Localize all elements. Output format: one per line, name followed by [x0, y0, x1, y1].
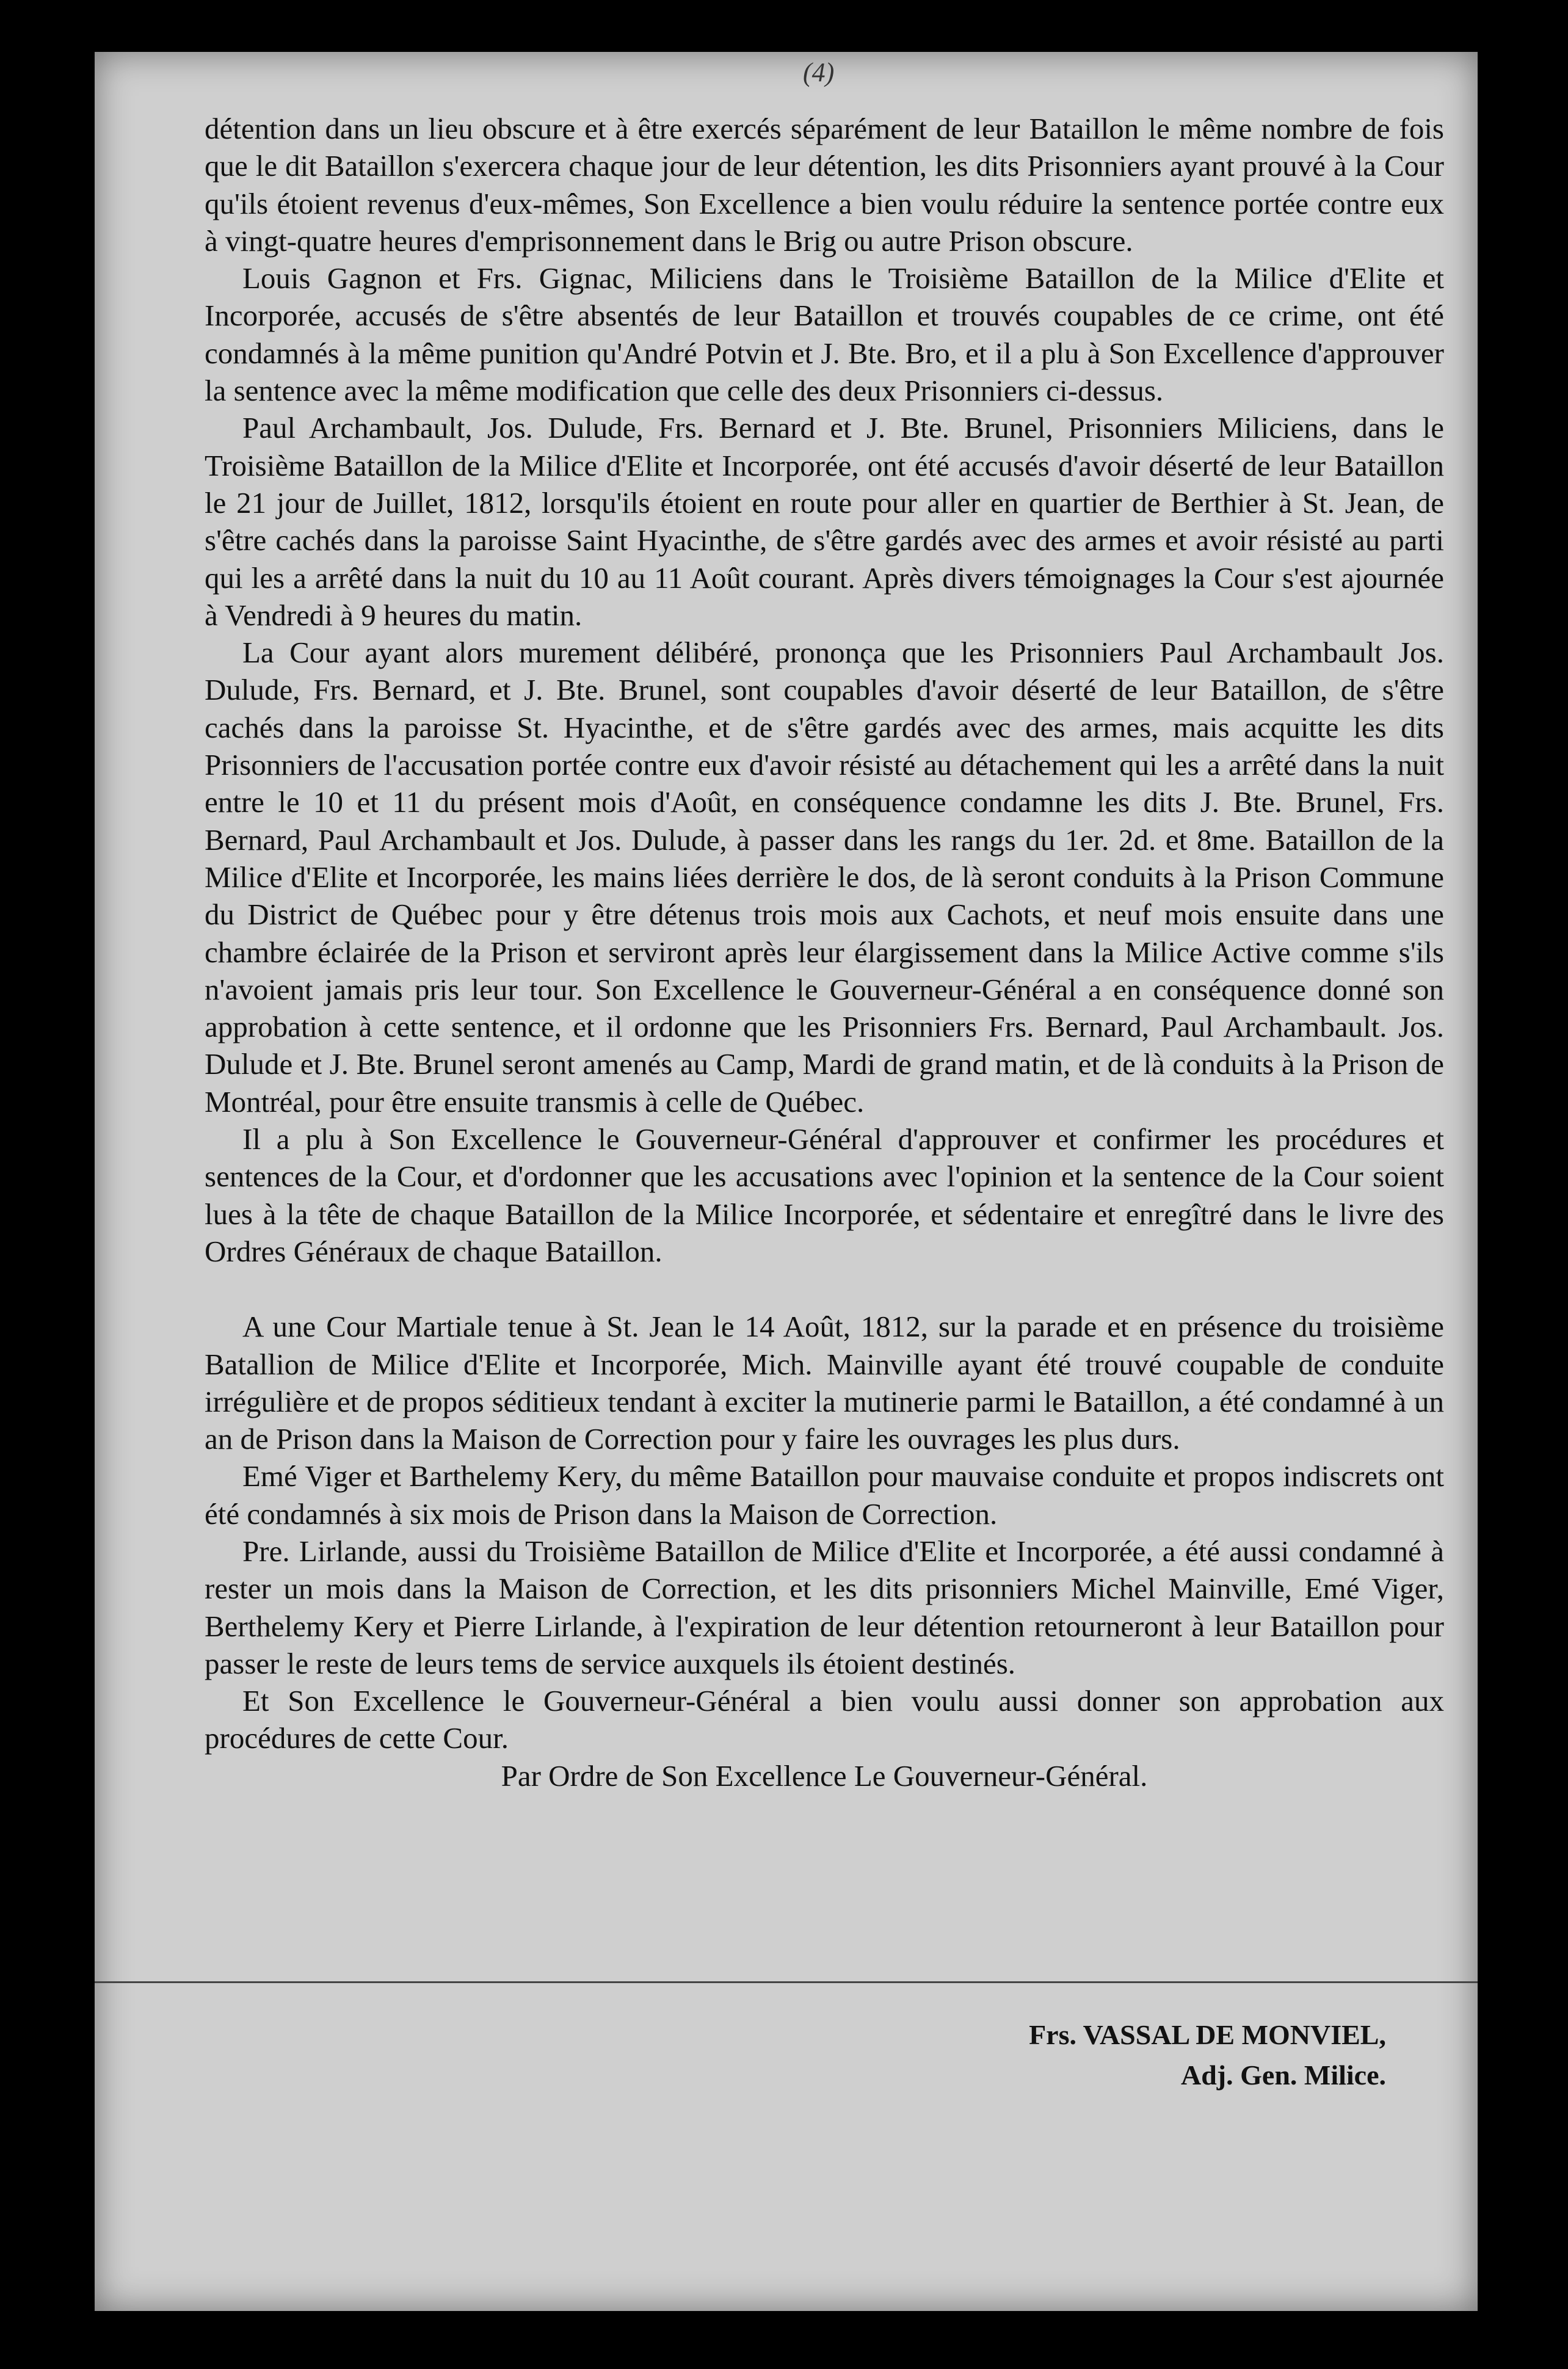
signature-name: Frs. VASSAL DE MONVIEL, — [1029, 2019, 1386, 2050]
paragraph-2: Louis Gagnon et Frs. Gignac, Miliciens dans le Troisième Bataillon de la Milice d'Elite et Incorporée, accusés de s'être absentés de leur Bataillon et trouvés coupables de ce crime, ont été condamnés à la même punition qu'André Potvin et J. Bte. Bro, et il a plu à Son Excellence d'approuver la sentence avec la même modification que celle des deux Prisonniers ci-dessus. — [205, 261, 1444, 408]
paragraph-3: Paul Archambault, Jos. Dulude, Frs. Bernard et J. Bte. Brunel, Prisonniers Miliciens, dans le Troisième Bataillon de la Milice d'Elite et Incorporée, ont été accusés d'avoir déserté de leur Bataillon le 21 jour de Juillet, 1812, lorsqu'ils étoient en route pour aller en quartier de Berthier à St. Jean, de s'être cachés dans la paroisse Saint Hyacinthe, de s'être gardés avec des armes et avoir résisté au parti qui les a arrêté dans la nuit du 10 au 11 Août courant. Après divers témoignages la Cour s'est ajournée à Vendredi à 9 heures du matin. — [205, 411, 1444, 632]
order-line: Par Ordre de Son Excellence Le Gouverneur-Général. — [501, 1758, 1148, 1793]
signature-block — [1029, 2015, 1386, 2095]
paragraph-1: détention dans un lieu obscure et à être exercés séparément de leur Bataillon le même nombre de fois que le dit Bataillon s'exercera chaque jour de leur détention, les dits Prisonniers ayant prouvé à la Cour qu'ils étoient revenus d'eux-mêmes, Son Excellence a bien voulu réduire la sentence portée contre eux à vingt-quatre heures d'emprisonnement dans le Brig ou autre Prison obscure. — [205, 112, 1444, 258]
divider-rule — [95, 1981, 1478, 1983]
paragraph-5: Il a plu à Son Excellence le Gouverneur-Général d'approuver et confirmer les procédures et sentences de la Cour, et d'ordonner que les accusations avec l'opinion et la sentence de la Cour soient lues à la tête de chaque Bataillon de la Milice Incorporée, et sédentaire et enregîtré dans le livre des Ordres Généraux de chaque Bataillon. — [205, 1122, 1444, 1268]
document-page — [95, 52, 1478, 2311]
document-body — [205, 110, 1444, 1794]
paragraph-8: Pre. Lirlande, aussi du Troisième Bataillon de Milice d'Elite et Incorporée, a été aussi condamné à rester un mois dans la Maison de Correction, et les dits prisonniers Michel Mainville, Emé Viger, Berthelemy Kery et Pierre Lirlande, à l'expiration de leur détention retourneront à leur Bataillon pour passer le reste de leurs tems de service auxquels ils étoient destinés. — [205, 1534, 1444, 1680]
section-gap — [205, 1270, 1444, 1308]
paragraph-9: Et Son Excellence le Gouverneur-Général a bien voulu aussi donner son approbation aux procédures de cette Cour. — [205, 1684, 1444, 1755]
paragraph-7: Emé Viger et Barthelemy Kery, du même Bataillon pour mauvaise conduite et propos indiscrets ont été condamnés à six mois de Prison dans la Maison de Correction. — [205, 1459, 1444, 1531]
paragraph-6: A une Cour Martiale tenue à St. Jean le 14 Août, 1812, sur la parade et en présence du troisième Batallion de Milice d'Elite et Incorporée, Mich. Mainville ayant été trouvé coupable de conduite irrégulière et de propos séditieux tendant à exciter la mutinerie parmi le Bataillon, a été condamné à un an de Prison dans la Maison de Correction pour y faire les ouvrages les plus durs. — [205, 1310, 1444, 1456]
paragraph-4: La Cour ayant alors murement délibéré, prononça que les Prisonniers Paul Archambault Jos. Dulude, Frs. Bernard, et J. Bte. Brunel, sont coupables d'avoir déserté de leur Bataillon, de s'être cachés dans la paroisse St. Hyacinthe, et de s'être gardés avec des armes, mais acquitte les dits Prisonniers de l'accusation portée contre eux d'avoir résisté au détachement qui les a arrêté dans la nuit entre le 10 et 11 du présent mois d'Août, en conséquence condamne les dits J. Bte. Brunel, Frs. Bernard, Paul Archambault et Jos. Dulude, à passer dans les rangs du 1er. 2d. et 8me. Bataillon de la Milice d'Elite et Incorporée, les mains liées derrière le dos, de là seront conduits à la Prison Commune du District de Québec pour y être détenus trois mois aux Cachots, et neuf mois ensuite dans une chambre éclairée de la Prison et serviront après leur élargissement dans la Milice Active comme s'ils n'avoient jamais pris leur tour. Son Excellence le Gouverneur-Général a en conséquence donné son approbation à cette sentence, et il ordonne que les Prisonniers Frs. Bernard, Paul Archambault. Jos. Dulude et J. Bte. Brunel seront amenés au Camp, Mardi de grand matin, et de là conduits à la Prison de Montréal, pour être ensuite transmis à celle de Québec. — [205, 636, 1444, 1119]
page-number: (4) — [803, 57, 835, 87]
signature-title: Adj. Gen. Milice. — [1181, 2059, 1386, 2091]
